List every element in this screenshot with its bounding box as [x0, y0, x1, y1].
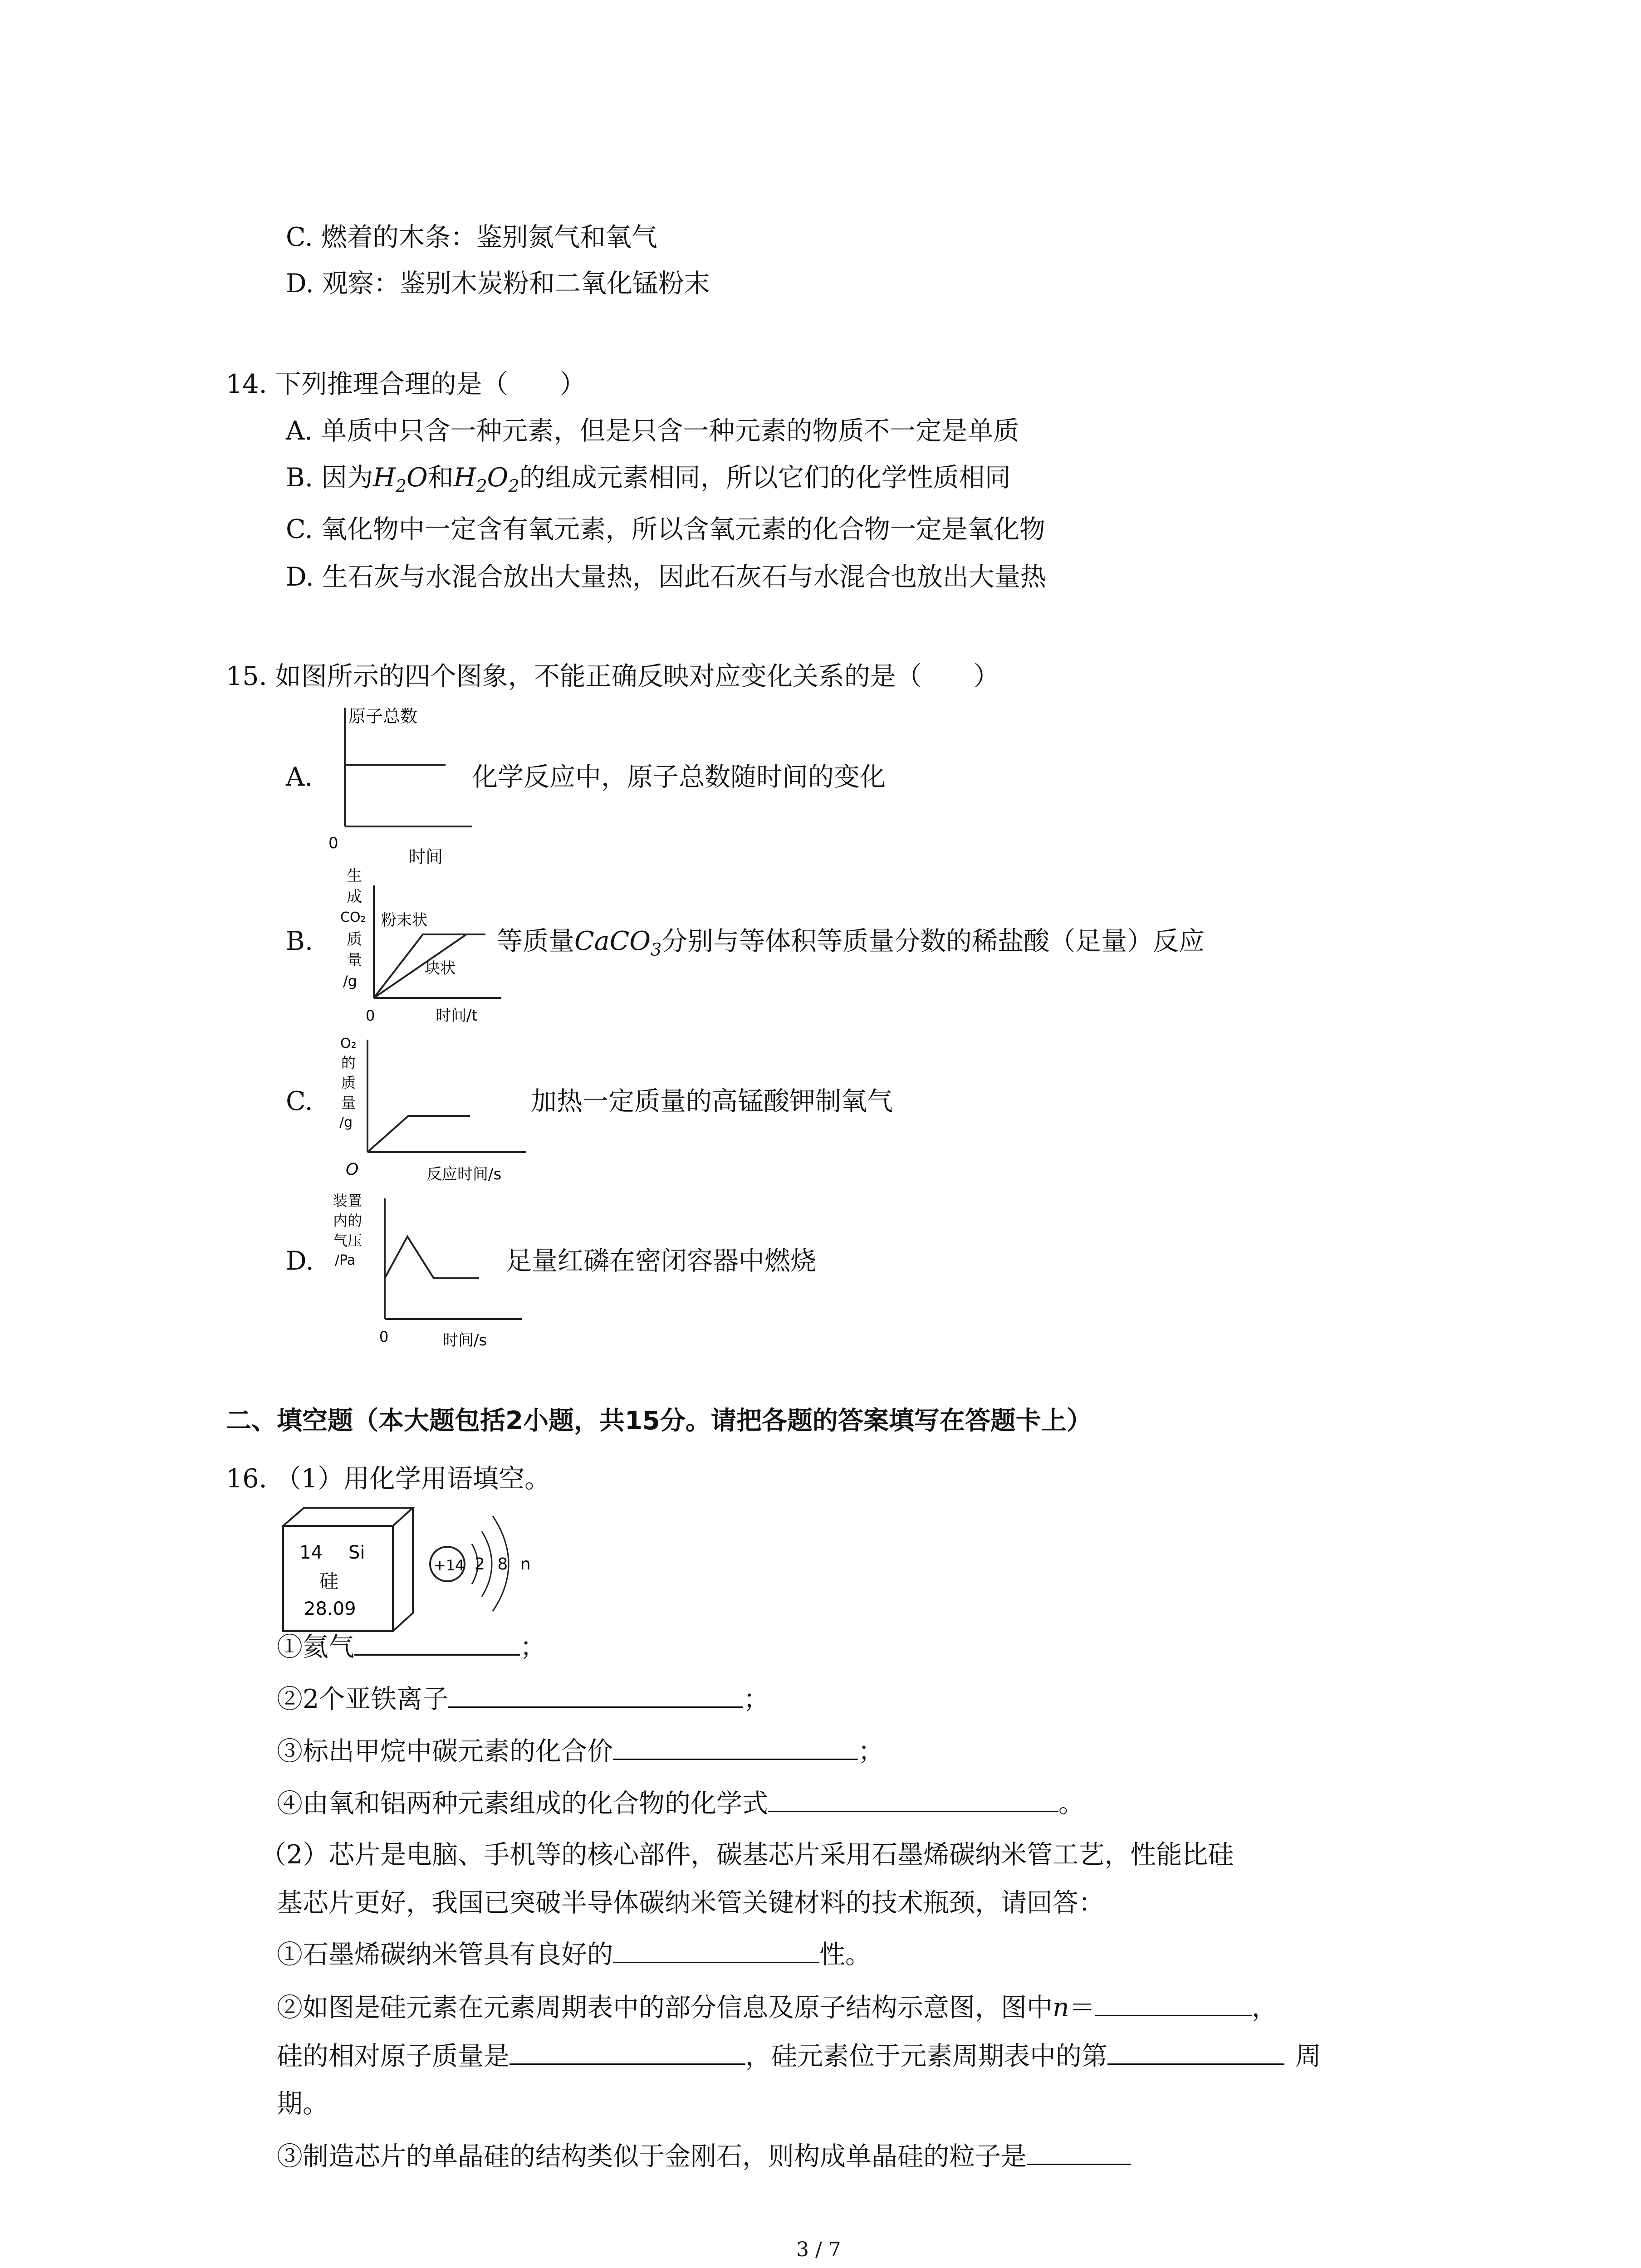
- q15-a-origin: 0: [328, 834, 338, 852]
- electron-counts: 2 8 n: [475, 1555, 534, 1574]
- q15-b-text-pre: 等质量: [497, 926, 574, 956]
- q13-option-c: C. 燃着的木条：鉴别氮气和氧气: [286, 222, 657, 252]
- q16-sub-2-text: ②如图是硅元素在元素周期表中的部分信息及原子结构示意图，图中: [277, 1993, 1053, 2023]
- q16-sub-2-comma: ，: [1251, 1993, 1278, 2023]
- answer-blank[interactable]: [509, 2040, 745, 2065]
- q15-b-label: B.: [286, 926, 314, 956]
- formula-hydrogen-peroxide: $H_2O_2$: [453, 463, 519, 496]
- answer-blank[interactable]: [1027, 2140, 1131, 2165]
- q15-c-origin: O: [346, 1160, 359, 1179]
- element-number: 14: [299, 1542, 323, 1563]
- element-symbol: Si: [348, 1542, 365, 1563]
- q15-c-ylabel-1: O₂: [340, 1036, 357, 1051]
- q16-item-1: [277, 1631, 546, 1663]
- q15-c-ylabel-2: 的: [341, 1054, 356, 1071]
- q16-item-3-text: ③标出甲烷中碳元素的化合价: [277, 1736, 613, 1766]
- page-number: 3 / 7: [796, 2238, 841, 2261]
- q16-sub-3-text: ③制造芯片的单晶硅的结构类似于金刚石，则构成单晶硅的粒子是: [277, 2141, 1027, 2171]
- q15-d-xlabel: 时间/s: [443, 1331, 487, 1349]
- q15-a-xlabel: 时间: [408, 847, 443, 867]
- element-mass: 28.09: [304, 1598, 356, 1619]
- q14-option-a: A. 单质中只含一种元素，但是只含一种元素的物质不一定是单质: [286, 416, 1019, 446]
- q15-b-text-post: 分别与等体积等质量分数的稀盐酸（足量）反应: [661, 926, 1205, 956]
- formula-calcium-carbonate: CaCO$_3$: [574, 926, 662, 960]
- q15-c-ylabel-5: /g: [339, 1114, 353, 1130]
- element-name: 硅: [319, 1570, 339, 1592]
- answer-blank[interactable]: [613, 1735, 858, 1760]
- q16-sub-1: [277, 1938, 871, 1970]
- q15-b-ylabel-6: /g: [343, 973, 358, 990]
- q16-sub-2-line2-mid: ，硅元素位于元素周期表中的第: [745, 2041, 1107, 2071]
- q16-sub-1-end: 性。: [819, 1940, 871, 1970]
- q15-b-series-powder: 粉末状: [381, 911, 427, 929]
- q15-b-xlabel: 时间/t: [436, 1007, 478, 1025]
- q16-item-2-text: ②2个亚铁离子: [277, 1684, 449, 1714]
- variable-n: n: [1053, 1993, 1069, 2023]
- q15-b-origin: 0: [366, 1007, 375, 1024]
- q14-b-mid: 和: [427, 463, 454, 493]
- q15-c-label: C.: [286, 1086, 313, 1116]
- q16-sub-3: [277, 2140, 1131, 2172]
- q15-b-ylabel-4: 质: [347, 930, 362, 948]
- q14-option-c: C. 氧化物中一定含有氧元素，所以含氧元素的化合物一定是氧化物: [286, 514, 1045, 544]
- q15-b-text: [497, 925, 1205, 965]
- q15-a-label: A.: [286, 762, 313, 792]
- q15-b-ylabel-1: 生: [347, 867, 362, 885]
- q15-a-graph: [327, 699, 481, 871]
- q15-d-ylabel-2: 内的: [333, 1212, 362, 1229]
- answer-blank[interactable]: [1095, 1991, 1252, 2016]
- formula-water: $H_2O$: [373, 463, 428, 496]
- q16-item-2-end: ；: [743, 1684, 769, 1714]
- q16-item-2: [277, 1683, 769, 1715]
- q15-c-text: 加热一定质量的高锰酸钾制氧气: [531, 1086, 893, 1116]
- atomic-structure-diagram: [430, 1516, 534, 1611]
- q15-d-text: 足量红磷在密闭容器中燃烧: [506, 1246, 816, 1276]
- q16-stem: 16. （1）用化学用语填空。: [226, 1464, 551, 1494]
- q16-sub-1-text: ①石墨烯碳纳米管具有良好的: [277, 1940, 613, 1970]
- oxygen-mass-curve: [367, 1116, 470, 1152]
- answer-blank[interactable]: [1107, 2040, 1284, 2065]
- q15-d-label: D.: [286, 1246, 314, 1276]
- q14-stem: 14. 下列推理合理的是（ ）: [226, 369, 586, 399]
- q15-a-text: 化学反应中，原子总数随时间的变化: [472, 762, 886, 792]
- answer-blank[interactable]: [448, 1683, 743, 1708]
- q16-item-4: [277, 1787, 1084, 1819]
- q16-part2-line1: （2）芯片是电脑、手机等的核心部件，碳基芯片采用石墨烯碳纳米管工艺，性能比硅: [260, 1840, 1234, 1870]
- q15-c-graph: [336, 1030, 535, 1188]
- q15-a-ylabel: 原子总数: [348, 706, 418, 726]
- q16-part2-line2: 基芯片更好，我国已突破半导体碳纳米管关键材料的技术瓶颈，请回答：: [277, 1888, 1104, 1918]
- q16-item-3-end: ；: [858, 1736, 884, 1766]
- silicon-figure: [281, 1506, 535, 1637]
- element-cell: [283, 1508, 413, 1631]
- q14-b-suffix: 的组成元素相同，所以它们的化学性质相同: [519, 463, 1011, 493]
- q15-d-ylabel-4: /Pa: [335, 1252, 356, 1268]
- q14-option-b: [286, 462, 1011, 502]
- nucleus-charge: +14: [434, 1557, 465, 1574]
- q16-sub-2: [277, 1991, 1278, 2024]
- q15-stem: 15. 如图所示的四个图象，不能正确反映对应变化关系的是（ ）: [226, 661, 999, 691]
- q15-b-ylabel-5: 量: [347, 951, 362, 969]
- q15-c-ylabel-3: 质: [341, 1074, 356, 1091]
- q13-option-d: D. 观察：鉴别木炭粉和二氧化锰粉末: [286, 269, 710, 298]
- q16-item-4-text: ④由氧和铝两种元素组成的化合物的化学式: [277, 1789, 768, 1818]
- q15-d-origin: 0: [379, 1328, 389, 1345]
- section-heading: 二、填空题（本大题包括2小题，共15分。请把各题的答案填写在答题卡上）: [226, 1406, 1092, 1436]
- answer-blank[interactable]: [613, 1938, 819, 1963]
- q16-item-1-text: ①氦气: [277, 1632, 354, 1662]
- q15-b-ylabel-3: CO₂: [340, 909, 366, 925]
- q16-sub-2-line3: 期。: [277, 2089, 328, 2119]
- q16-item-4-end: 。: [1058, 1789, 1084, 1818]
- q14-b-prefix: B. 因为: [286, 463, 373, 493]
- q16-sub-2-line2: [277, 2040, 1321, 2072]
- q15-c-ylabel-4: 量: [341, 1094, 356, 1111]
- q15-b-series-lump: 块状: [425, 959, 456, 978]
- q16-sub-2-line2-end: 周: [1295, 2041, 1321, 2071]
- q15-b-ylabel-2: 成: [347, 888, 362, 906]
- q15-d-graph: [331, 1188, 531, 1355]
- q14-option-d: D. 生石灰与水混合放出大量热，因此石灰石与水混合也放出大量热: [286, 562, 1046, 592]
- q16-item-3: [277, 1735, 884, 1767]
- q15-c-xlabel: 反应时间/s: [426, 1165, 502, 1183]
- q16-item-1-end: ；: [520, 1632, 546, 1662]
- pressure-curve: [385, 1237, 479, 1278]
- q15-d-ylabel-1: 装置: [333, 1192, 362, 1209]
- answer-blank[interactable]: [768, 1787, 1058, 1812]
- q15-b-graph: [336, 862, 508, 1039]
- q16-sub-2-line2-text: 硅的相对原子质量是: [277, 2041, 509, 2071]
- answer-blank[interactable]: [354, 1631, 520, 1656]
- q16-sub-2-eq: ＝: [1069, 1993, 1095, 2023]
- q15-d-ylabel-3: 气压: [333, 1232, 362, 1249]
